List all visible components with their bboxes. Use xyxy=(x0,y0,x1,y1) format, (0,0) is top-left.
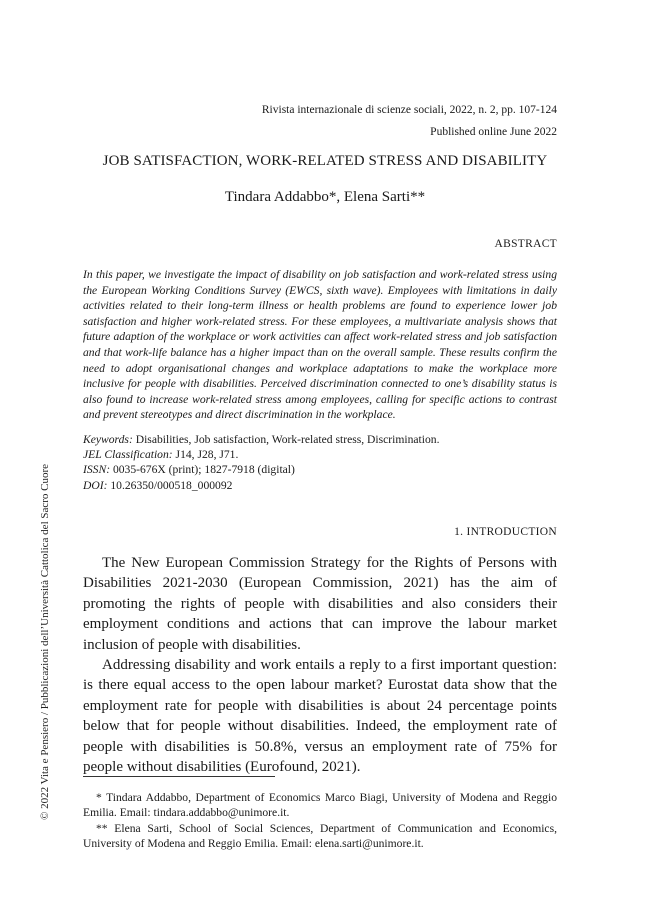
issn-value: 0035-676X (print); 1827-7918 (digital) xyxy=(110,463,295,477)
jel-line xyxy=(83,447,557,462)
introduction-heading: 1. INTRODUCTION xyxy=(454,526,557,538)
abstract-text: In this paper, we investigate the impact of disability on job satisfaction and work-related stress using the European Working Conditions Survey (EWCS, sixth wave). Employees with limitations in daily activities related to their long-term illness or health problems are found to experience lower job satisfaction and higher work-related stress. For these employees, a multivariate analysis shows that future adaption of the workplace or work activities can affect work-related stress and job satisfaction and that work-life balance has a higher impact than on the overall sample. These results confirm the need to adopt organisational changes and workplace adaptations to make the workplace more inclusive for people with disabilities. Perceived discrimination connected to one’s disability status is also found to increase work-related stress among employees, calling for specific actions to contrast and prevent stereotypes and direct discrimination in the workplace. xyxy=(83,268,557,422)
footnote-author-1: * Tindara Addabbo, Department of Economics Marco Biagi, University of Modena and Reggio Emilia. Email: tindara.addabbo@unimore.it. xyxy=(83,791,557,820)
introduction-paragraph: Addressing disability and work entails a reply to a first important question: is there equal access to the open labour market? Eurostat data show that the employment rate for people with disabilities is about 24 percentage points below that for people without disabilities. Indeed, the employment rate of people with disabilities is 50.8%, versus an employment rate of 75% for people without disabilities (Eurofound, 2021). xyxy=(83,657,557,776)
article-title: JOB SATISFACTION, WORK-RELATED STRESS AND DISABILITY xyxy=(102,153,548,169)
doi-label: DOI: xyxy=(83,478,108,492)
doi-value[interactable]: 10.26350/000518_000092 xyxy=(107,478,233,492)
keywords-label: Keywords: xyxy=(83,433,133,446)
abstract-heading: ABSTRACT xyxy=(494,238,557,250)
article-metadata xyxy=(83,432,557,493)
footnote-divider xyxy=(83,776,275,777)
footnote-author-2: ** Elena Sarti, School of Social Sciences, Department of Communication and Economics, University of Modena and Reggio Emilia. Email: elena.sarti@unimore.it. xyxy=(83,821,557,851)
footnotes xyxy=(83,790,557,852)
keywords-value: Disabilities, Job satisfaction, Work-related stress, Discrimination. xyxy=(132,433,440,446)
jel-value: J14, J28, J71. xyxy=(172,448,239,462)
copyright-side-note: © 2022 Vita e Pensiero / Pubblicazioni dell’Università Cattolica del Sacro Cuore xyxy=(39,463,51,820)
journal-citation: Rivista internazionale di scienze sociali, 2022, n. 2, pp. 107-124 xyxy=(261,104,557,116)
doi-line xyxy=(83,478,557,493)
issn-line xyxy=(83,462,557,477)
published-date: Published online June 2022 xyxy=(430,126,557,138)
keywords-line xyxy=(83,432,557,447)
introduction-paragraph: The New European Commission Strategy for the Rights of Persons with Disabilities 2021-2030 (European Commission, 2021) has the aim of promoting the rights of people with disabilities and also considers their employment conditions and actions that can improve the labour market inclusion of people with disabilities. xyxy=(83,555,557,653)
introduction-body xyxy=(83,553,557,777)
jel-label: JEL Classification: xyxy=(83,448,173,462)
issn-label: ISSN: xyxy=(83,463,111,477)
article-authors: Tindara Addabbo*, Elena Sarti** xyxy=(224,189,426,205)
